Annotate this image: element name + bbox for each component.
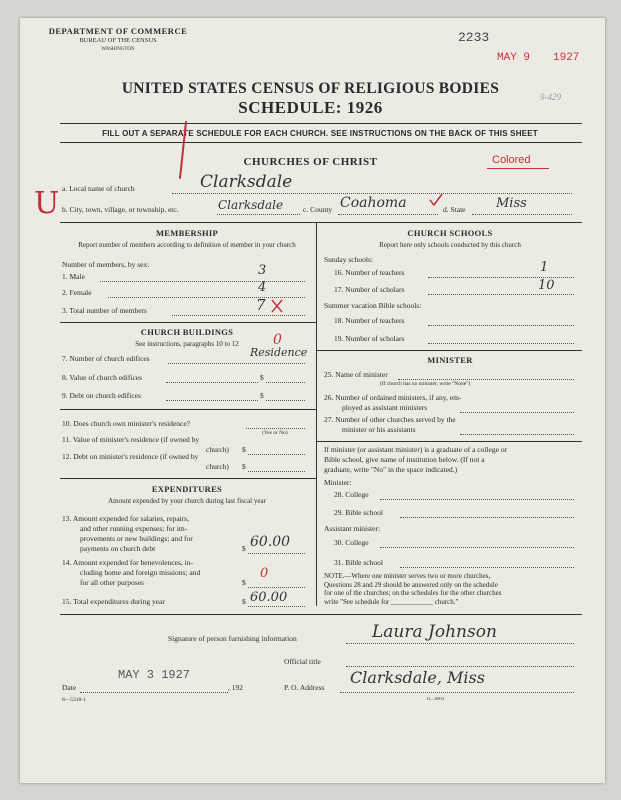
fill-line — [380, 547, 574, 548]
fill-line — [248, 587, 305, 588]
dollar-sign: $ — [260, 391, 264, 400]
faint-pencil-mark: 9-429 — [540, 92, 561, 102]
divider — [316, 350, 582, 351]
value-local-name: Clarksdale — [200, 172, 293, 192]
value-male: 3 — [258, 263, 267, 278]
fill-line — [428, 343, 574, 344]
fill-line — [266, 382, 305, 383]
label-q28: 28. College — [334, 490, 369, 499]
form-title: UNITED STATES CENSUS OF RELIGIOUS BODIES — [121, 80, 500, 97]
buildings-heading: CHURCH BUILDINGS — [140, 327, 234, 337]
fill-line — [172, 193, 572, 194]
label-q19: 19. Number of scholars — [334, 334, 405, 343]
note-line: write "See schedule for ____________ church." — [324, 597, 459, 606]
value-total-members: 7 — [256, 296, 266, 314]
label-q18: 18. Number of teachers — [334, 316, 405, 325]
date-label: Date — [62, 683, 77, 692]
divider — [60, 322, 316, 323]
fill-line — [168, 363, 305, 364]
label-q27-line1: 27. Number of other churches served by the — [324, 415, 456, 424]
divider — [60, 142, 582, 143]
fill-line — [472, 214, 572, 215]
note-line: NOTE.—Where one minister serves two or more churches, — [324, 572, 491, 580]
label-q13-line4: payments on church debt — [80, 544, 156, 553]
value-edifices: Residence — [250, 346, 308, 359]
label-state: d. State — [443, 205, 466, 214]
fill-line — [398, 379, 574, 380]
po-address-label: P. O. Address — [284, 683, 325, 692]
fill-line — [346, 666, 574, 667]
value-q13: 60.00 — [250, 534, 291, 550]
label-female: 2. Female — [62, 288, 92, 297]
label-edifice-debt: 9. Debt on church edifices — [62, 391, 141, 400]
label-q14-line2: cluding home and foreign missions; and — [80, 568, 201, 577]
graduate-instruction-line2: Bible school, give name of institution below. (If not a — [324, 455, 485, 464]
fill-line — [266, 400, 305, 401]
fill-line — [346, 643, 574, 644]
po-address-value: Clarksdale, Miss — [350, 668, 485, 687]
serial-number: 2233 — [458, 30, 490, 45]
dept-line-2: BUREAU OF THE CENSUS — [79, 37, 157, 44]
label-q12-line2: church) — [206, 462, 229, 471]
label-edifice-value: 8. Value of church edifices — [62, 373, 143, 382]
dollar-sign: $ — [260, 373, 264, 382]
signature-label: Signature of person furnishing information — [168, 634, 297, 643]
note-line: Questions 28 and 29 should be answered only on the schedule — [324, 580, 498, 589]
value-county: Coahoma — [340, 195, 407, 211]
schools-heading: CHURCH SCHOOLS — [407, 228, 493, 238]
label-sunday-schools: Sunday schools: — [324, 255, 373, 264]
fill-line — [100, 281, 305, 282]
fill-line — [428, 325, 574, 326]
membership-heading: MEMBERSHIP — [155, 228, 219, 238]
expenditures-heading: EXPENDITURES — [151, 484, 223, 494]
divider — [60, 478, 316, 479]
fill-line — [246, 428, 305, 429]
fill-line — [248, 454, 305, 455]
divider — [316, 441, 582, 442]
form-number: 8—5318-1 — [62, 697, 86, 703]
divider — [60, 409, 316, 410]
margin-mark: U — [34, 186, 60, 221]
minister-note — [324, 572, 501, 606]
column-divider — [316, 222, 317, 606]
divider — [60, 614, 582, 615]
form-subtitle: SCHEDULE: 1926 — [238, 98, 383, 117]
department-heading — [28, 27, 208, 54]
fill-line — [338, 214, 438, 215]
value-city: Clarksdale — [218, 198, 284, 212]
fill-line — [428, 294, 574, 295]
label-assistant-minister: Assistant minister: — [324, 524, 381, 533]
label-q31: 31. Bible school — [334, 558, 383, 567]
value-q17: 10 — [538, 278, 555, 293]
minister-heading: MINISTER — [427, 355, 473, 365]
label-q11-line2: church) — [206, 445, 229, 454]
fill-line — [166, 400, 258, 401]
dollar-sign: $ — [242, 578, 246, 587]
label-q14-line3: for all other purposes — [80, 578, 144, 587]
label-q26-line2: ployed as assistant ministers — [342, 403, 428, 412]
label-q14-line1: 14. Amount expended for benevolences, in- — [62, 558, 194, 567]
print-code: 11—6004 — [426, 696, 444, 701]
label-male: 1. Male — [62, 272, 85, 281]
membership-note: Report number of members according to definition of member in your church — [78, 241, 296, 249]
official-title-label: Official title — [284, 657, 321, 666]
receipt-date-stamp: MAY 9 — [497, 52, 531, 64]
red-zero-mark: 0 — [273, 332, 282, 348]
label-q17: 17. Number of scholars — [334, 285, 405, 294]
value-state: Miss — [496, 196, 527, 211]
label-q10: 10. Does church own minister's residence? — [62, 419, 190, 428]
graduate-instruction-line3: graduate, write "No" in the space indicated.) — [324, 465, 458, 474]
label-q16: 16. Number of teachers — [334, 268, 405, 277]
label-q13-line2: and other running expenses; for im- — [80, 524, 188, 533]
fill-line — [460, 412, 574, 413]
fill-line — [217, 214, 300, 215]
fill-line — [248, 471, 305, 472]
fill-line — [340, 692, 574, 693]
signature-value: Laura Johnson — [372, 622, 497, 642]
divider — [60, 123, 582, 124]
value-q15: 60.00 — [250, 590, 288, 605]
fill-line — [380, 499, 574, 500]
fill-line — [80, 692, 228, 693]
red-check-mark — [428, 192, 444, 208]
value-female: 4 — [258, 280, 267, 295]
note-line: for one of the churches; on the schedules for the other churches — [324, 589, 502, 598]
label-q27-line2: minister or his assistants — [342, 425, 416, 434]
label-q13-line3: provements or new buildings; and for — [80, 534, 193, 543]
divider — [60, 222, 582, 223]
colored-stamp: Colored — [492, 154, 531, 166]
date-year-suffix: , 192 — [228, 683, 243, 692]
red-x-mark — [270, 298, 284, 314]
label-q15: 15. Total expenditures during year — [62, 597, 165, 606]
label-q13-line1: 13. Amount expended for salaries, repairs, — [62, 514, 190, 523]
dollar-sign: $ — [242, 597, 246, 606]
date-stamp: MAY 3 1927 — [118, 668, 191, 682]
dollar-sign: $ — [242, 462, 246, 471]
label-q25: 25. Name of minister — [324, 370, 388, 379]
red-pen-stroke — [176, 120, 190, 180]
schools-note: Report here only schools conducted by this church — [379, 241, 521, 249]
label-edifices: 7. Number of church edifices — [62, 354, 150, 363]
receipt-year-stamp: 1927 — [553, 52, 580, 64]
label-q12-line1: 12. Debt on minister's residence (if owned by — [62, 452, 199, 461]
yes-no-hint: (Yes or No) — [262, 430, 288, 436]
fill-line — [248, 606, 305, 607]
graduate-instruction-line1: If minister (or assistant minister) is a graduate of a college or — [324, 445, 508, 454]
denomination-name: CHURCHES OF CHRIST — [243, 156, 378, 168]
label-q30: 30. College — [334, 538, 369, 547]
fill-line — [248, 553, 305, 554]
expenditures-note: Amount expended by your church during last fiscal year — [108, 497, 266, 505]
label-city: b. City, town, village, or township, etc. — [62, 205, 179, 214]
label-by-sex: Number of members, by sex: — [62, 260, 150, 269]
label-county: c. County — [303, 205, 333, 214]
label-summer-schools: Summer vacation Bible schools: — [324, 301, 422, 310]
q25-hint: (If church has no minister, write "None") — [380, 381, 471, 387]
instruction-banner: FILL OUT A SEPARATE SCHEDULE FOR EACH CHURCH. SEE INSTRUCTIONS ON THE BACK OF THIS SHEET — [102, 129, 538, 138]
fill-line — [400, 567, 574, 568]
value-q14: 0 — [260, 566, 269, 581]
fill-line — [460, 434, 574, 435]
label-q29: 29. Bible school — [334, 508, 383, 517]
label-total-members: 3. Total number of members — [62, 306, 147, 315]
fill-line — [172, 315, 305, 316]
dept-line-1: DEPARTMENT OF COMMERCE — [48, 26, 188, 36]
label-q26-line1: 26. Number of ordained ministers, if any, em- — [324, 393, 462, 402]
label-q11-line1: 11. Value of minister's residence (if owned by — [62, 435, 200, 444]
label-minister: Minister: — [324, 478, 352, 487]
stamp-underline — [487, 168, 549, 169]
fill-line — [166, 382, 258, 383]
dollar-sign: $ — [242, 544, 246, 553]
dept-line-3: WASHINGTON — [101, 47, 135, 52]
dollar-sign: $ — [242, 445, 246, 454]
fill-line — [400, 517, 574, 518]
value-q16: 1 — [540, 260, 549, 275]
buildings-note: See instructions, paragraphs 10 to 12 — [135, 340, 239, 348]
label-local-name: a. Local name of church — [62, 184, 135, 193]
